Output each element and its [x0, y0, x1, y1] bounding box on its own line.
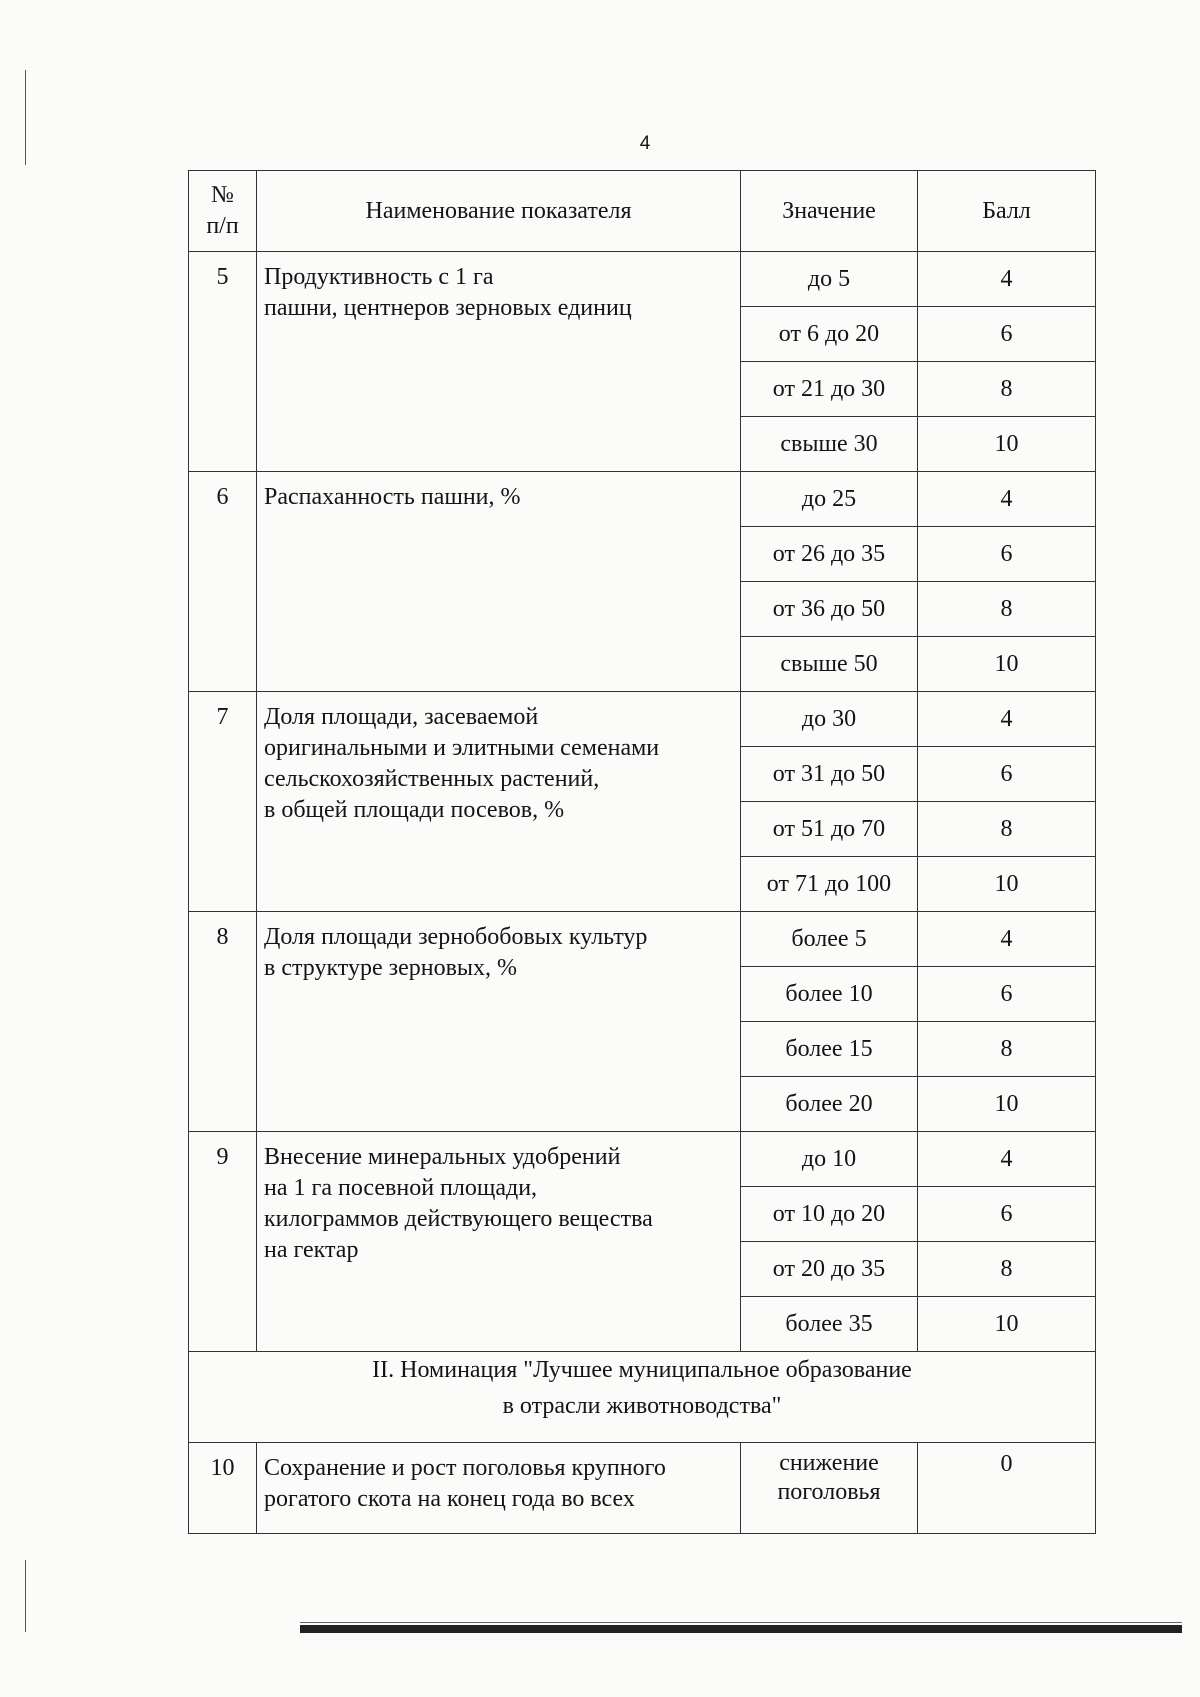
indicator-score: 4	[918, 1132, 1096, 1187]
indicator-number: 8	[189, 912, 257, 1132]
table-row	[189, 1443, 1096, 1534]
header-number: № п/п	[189, 171, 257, 252]
indicator-value: более 5	[741, 912, 918, 967]
indicator-value: от 26 до 35	[741, 527, 918, 582]
indicator-name: Распаханность пашни, %	[257, 472, 741, 692]
page-number: 4	[639, 133, 651, 154]
indicator-value: более 20	[741, 1077, 918, 1132]
indicator-score: 10	[918, 857, 1096, 912]
scan-margin-line-bottom	[25, 1560, 26, 1632]
indicator-number: 9	[189, 1132, 257, 1352]
indicator-number: 6	[189, 472, 257, 692]
indicator-score: 6	[918, 307, 1096, 362]
criteria-table	[188, 170, 1096, 1534]
indicator-name: Продуктивность с 1 га пашни, центнеров зерновых единиц	[257, 252, 741, 472]
indicator-score: 10	[918, 1297, 1096, 1352]
table-row	[189, 692, 1096, 747]
indicator-score: 6	[918, 967, 1096, 1022]
indicator-score: 4	[918, 472, 1096, 527]
indicator-score: 10	[918, 637, 1096, 692]
indicator-name: Доля площади зернобобовых культур в структуре зерновых, %	[257, 912, 741, 1132]
section-title: II. Номинация "Лучшее муниципальное образование в отрасли животноводства"	[189, 1352, 1096, 1443]
indicator-value: от 21 до 30	[741, 362, 918, 417]
header-score: Балл	[918, 171, 1096, 252]
indicator-score: 8	[918, 1022, 1096, 1077]
header-indicator-name: Наименование показателя	[257, 171, 741, 252]
indicator-value: до 5	[741, 252, 918, 307]
indicator-name: Сохранение и рост поголовья крупного рогатого скота на конец года во всех	[257, 1443, 741, 1534]
indicator-number: 10	[189, 1443, 257, 1534]
table-header-row	[189, 171, 1096, 252]
indicator-value: до 10	[741, 1132, 918, 1187]
indicator-score: 10	[918, 417, 1096, 472]
indicator-score: 0	[918, 1443, 1096, 1534]
indicator-value: от 20 до 35	[741, 1242, 918, 1297]
indicator-value: от 36 до 50	[741, 582, 918, 637]
indicator-value: снижение поголовья	[741, 1443, 918, 1534]
indicator-score: 6	[918, 527, 1096, 582]
indicator-value: от 10 до 20	[741, 1187, 918, 1242]
indicator-score: 10	[918, 1077, 1096, 1132]
indicator-value: более 35	[741, 1297, 918, 1352]
indicator-value: более 15	[741, 1022, 918, 1077]
indicator-value: свыше 30	[741, 417, 918, 472]
table-row	[189, 912, 1096, 967]
indicator-score: 6	[918, 747, 1096, 802]
indicator-number: 7	[189, 692, 257, 912]
table-row	[189, 252, 1096, 307]
indicator-score: 8	[918, 1242, 1096, 1297]
indicator-score: 4	[918, 692, 1096, 747]
indicator-score: 4	[918, 912, 1096, 967]
indicator-score: 8	[918, 362, 1096, 417]
indicator-value: более 10	[741, 967, 918, 1022]
indicator-score: 8	[918, 582, 1096, 637]
indicator-name: Доля площади, засеваемой оригинальными и элитными семенами сельскохозяйственных растений, в общей площади посевов, %	[257, 692, 741, 912]
indicator-number: 5	[189, 252, 257, 472]
scan-margin-line-top	[25, 70, 26, 165]
table-row	[189, 1132, 1096, 1187]
indicator-name: Внесение минеральных удобрений на 1 га посевной площади, килограммов действующего вещества на гектар	[257, 1132, 741, 1352]
indicator-value: свыше 50	[741, 637, 918, 692]
indicator-value: до 25	[741, 472, 918, 527]
header-value: Значение	[741, 171, 918, 252]
indicator-value: от 51 до 70	[741, 802, 918, 857]
indicator-value: до 30	[741, 692, 918, 747]
indicator-value: от 6 до 20	[741, 307, 918, 362]
indicator-value: от 31 до 50	[741, 747, 918, 802]
indicator-score: 4	[918, 252, 1096, 307]
scan-bottom-bar	[300, 1625, 1182, 1633]
indicator-score: 8	[918, 802, 1096, 857]
indicator-value: от 71 до 100	[741, 857, 918, 912]
indicator-score: 6	[918, 1187, 1096, 1242]
table-row	[189, 472, 1096, 527]
section-row	[189, 1352, 1096, 1443]
